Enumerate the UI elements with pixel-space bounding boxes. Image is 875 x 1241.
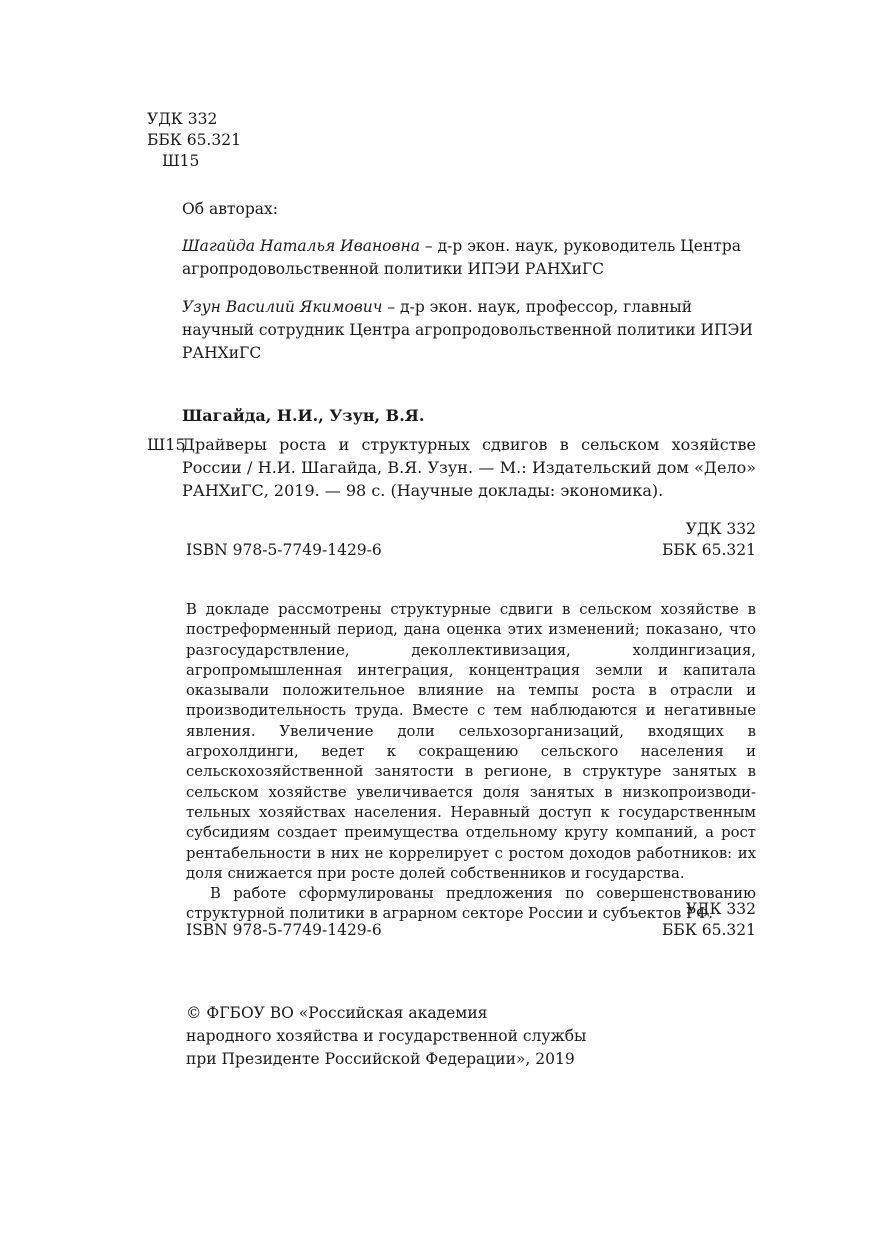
isbn-number: ISBN 978-5-7749-1429-6 [186, 541, 382, 559]
isbn-block-top [186, 519, 756, 561]
udk-code: УДК 332 [147, 110, 218, 128]
bbk-code: ББК 65.321 [662, 921, 756, 939]
author-entry-uzun [182, 296, 756, 365]
author-name: Узун Василий Якимович [182, 298, 383, 316]
author-description: – д-р экон. наук, профессор, главный научный сотрудник Центра агропродовольственной политики ИПЭИ РАНХиГС [182, 298, 753, 362]
bibliography-authors: Шагайда, Н.И., Узун, В.Я. [182, 406, 425, 425]
udk-code: УДК 332 [685, 900, 756, 918]
isbn-number: ISBN 978-5-7749-1429-6 [186, 921, 382, 939]
author-entry-shagaida [182, 235, 756, 281]
bibliography-entry: Драйверы роста и структурных сдвигов в сельском хозяйстве России / Н.И. Шагайда, В.Я. Узун. — М.: Издательский дом «Дело» РАНХиГС, 2019. — 98 с. (Научные доклады: экономика). [182, 435, 756, 500]
about-authors-title: Об авторах: [182, 200, 278, 218]
udk-code: УДК 332 [685, 520, 756, 538]
bbk-code: ББК 65.321 [662, 541, 756, 559]
author-name: Шагайда Наталья Ивановна [182, 237, 420, 255]
abstract-paragraph: В работе сформулированы предложения по совершенствованию структурной политики в аграрном секторе России и субъектов РФ. [186, 885, 756, 923]
copyright-line: © ФГБОУ ВО «Российская академия [186, 1004, 488, 1022]
copyright-line: при Президенте Российской Федерации», 2019 [186, 1050, 575, 1068]
abstract-paragraph: В докладе рассмотрены структурные сдвиги в сельском хозяйстве в постреформенный период, дана оценка этих изменений; показано, что разгосударствление, деколлективизация, холдингизация, агропромышленная интеграция, концентрация земли и капитала оказывали положительное влияние на темпы роста в отрасли и производительность труда. Вместе с тем наблюдаются и негативные явления. Увеличение доли сельхозорганизаций, входящих в агрохолдинги, ведет к сокращению сельского населения и сельскохозяйственной занятости в регионе, в структуре занятых в сельском хозяйстве увеличивается доля занятых в низкопроизводительных хозяйствах населения. Неравный доступ к государственным субсидиям создает преимущества отдельному кругу компаний, а рост рентабельности в них не коррелирует с ростом доходов работников: их доля снижается при росте долей собственников и государства. [186, 601, 756, 882]
bbk-code: ББК 65.321 [147, 131, 241, 149]
isbn-block-bottom [186, 899, 756, 941]
classification-codes [147, 109, 241, 172]
abstract [186, 600, 756, 925]
copyright-line: народного хозяйства и государственной службы [186, 1027, 587, 1045]
author-mark: Ш15 [162, 152, 200, 170]
copyright-notice [186, 1002, 756, 1071]
bibliography-mark: Ш15 [147, 435, 186, 454]
author-description: – д-р экон. наук, руководитель Центра агропродовольственной политики ИПЭИ РАНХиГС [182, 237, 742, 278]
